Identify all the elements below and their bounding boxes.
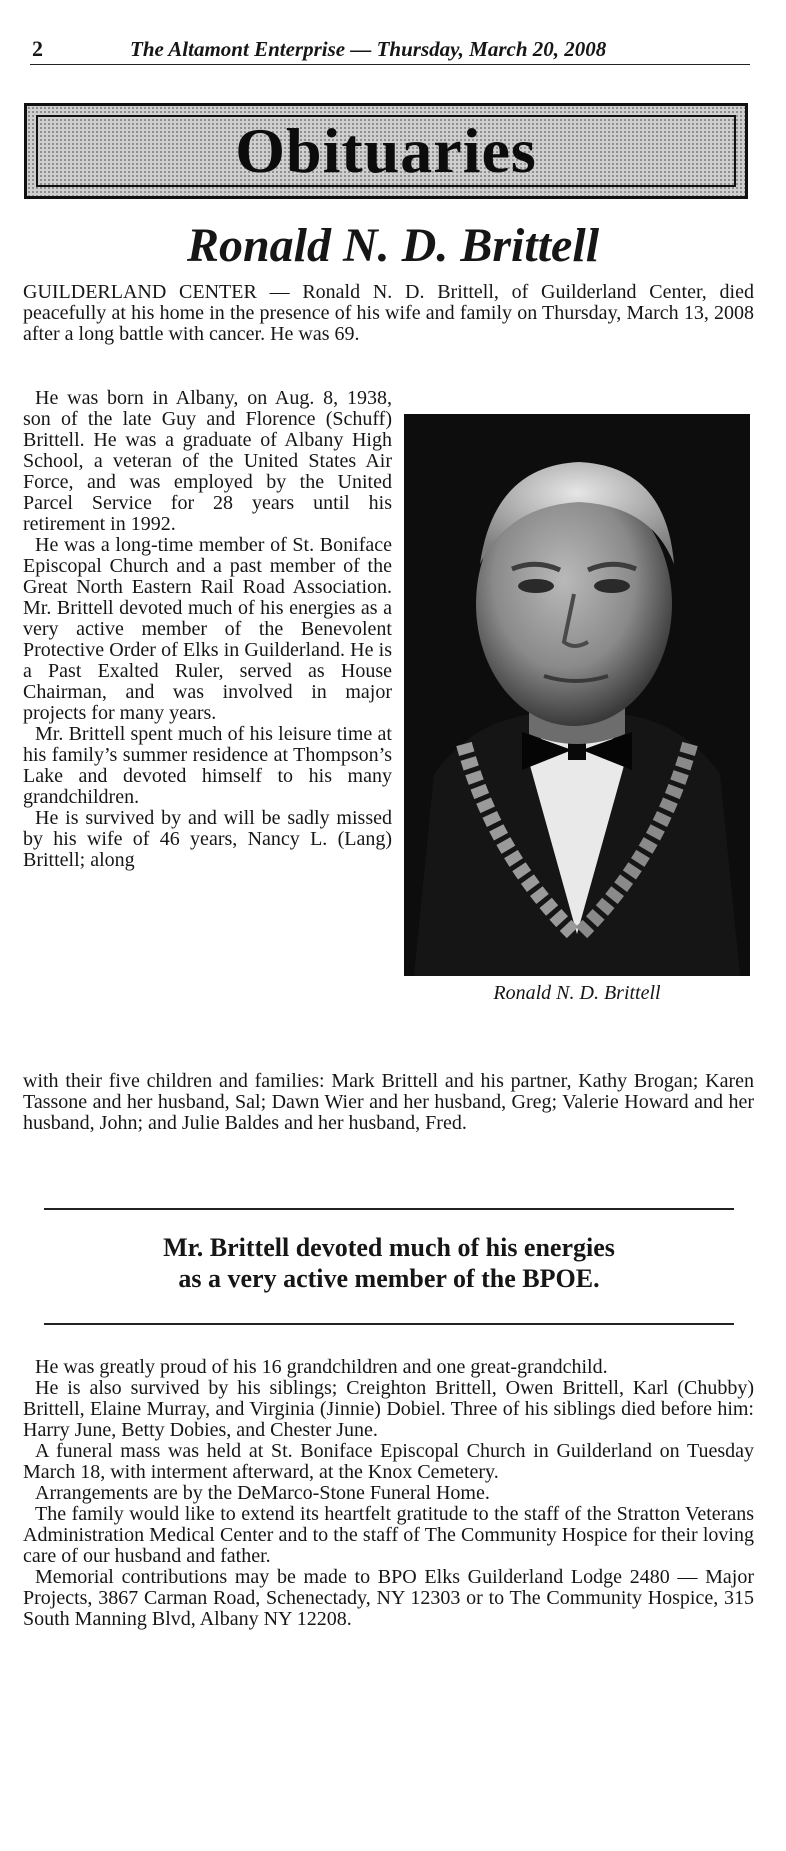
section-banner <box>24 103 748 199</box>
section-title: Obituaries <box>235 115 537 186</box>
portrait-photo <box>404 414 750 976</box>
survivors-text: with their five children and families: Mark Brittell and his partner, Kathy Brogan; Karen Tassone and her husband, Sal; Dawn Wier and her husband, Greg; Valerie Howard and her husband, John; and Julie Baldes and her husband, Fred. <box>23 1070 754 1134</box>
lead-text: GUILDERLAND CENTER — Ronald N. D. Brittell, of Guilderland Center, died peacefully at his home in the presence of his wife and family on Thursday, March 13, 2008 after a long battle with cancer. He was 69. <box>23 281 754 345</box>
lead-paragraph <box>23 282 754 345</box>
pull-quote-rule-top <box>44 1208 734 1210</box>
masthead: The Altamont Enterprise — Thursday, March 20, 2008 <box>130 37 607 61</box>
left-column <box>23 388 392 871</box>
page-header <box>30 36 750 65</box>
pull-quote-rule-bottom <box>44 1323 734 1325</box>
pull-quote <box>44 1232 734 1294</box>
pull-quote-line-1: Mr. Brittell devoted much of his energies <box>163 1233 615 1262</box>
lower-column <box>23 1357 754 1630</box>
portrait-illustration <box>404 414 750 976</box>
gratitude-paragraph: The family would like to extend its heartfelt gratitude to the staff of the Stratton Veterans Administration Medical Center and to the staff of The Community Hospice for their loving care of our husband and father. <box>23 1503 754 1567</box>
memberships-paragraph: He was a long-time member of St. Boniface Episcopal Church and a past member of the Great North Eastern Rail Road Association. Mr. Brittell devoted much of his energies as a very active member of the Benevolent Protective Order of Elks in Guilderland. He is a Past Exalted Ruler, served as House Chairman, and was involved in major projects for many years. <box>23 534 392 724</box>
grandchildren-paragraph: He was greatly proud of his 16 grandchildren and one great-grandchild. <box>35 1356 608 1378</box>
survived-by-paragraph: He is survived by and will be sadly missed by his wife of 46 years, Nancy L. (Lang) Brittell; along <box>23 807 392 871</box>
pull-quote-line-2: as a very active member of the BPOE. <box>178 1264 600 1293</box>
siblings-paragraph: He is also survived by his siblings; Creighton Brittell, Owen Brittell, Karl (Chubby) Brittell, Elaine Murray, and Virginia (Jinnie) Dobiel. Three of his siblings died before him: Harry June, Betty Dobies, and Chester June. <box>23 1377 754 1441</box>
survivors-continued <box>23 1071 754 1134</box>
arrangements-paragraph: Arrangements are by the DeMarco-Stone Funeral Home. <box>35 1482 490 1504</box>
page-number: 2 <box>32 36 43 61</box>
biography-paragraph: He was born in Albany, on Aug. 8, 1938, son of the late Guy and Florence (Schuff) Brittell. He was a graduate of Albany High School, a veteran of the United States Air Force, and was employed by the United Parcel Service for 28 years until his retirement in 1992. <box>23 387 392 535</box>
obituary-name: Ronald N. D. Brittell <box>186 219 600 272</box>
funeral-paragraph: A funeral mass was held at St. Boniface Episcopal Church in Guilderland on Tuesday March 18, with interment afterward, at the Knox Cemetery. <box>23 1440 754 1483</box>
section-banner-frame <box>36 115 736 187</box>
photo-caption: Ronald N. D. Brittell <box>493 982 661 1004</box>
leisure-paragraph: Mr. Brittell spent much of his leisure time at his family’s summer residence at Thompson’s Lake and devoted himself to his many grandchildren. <box>23 723 392 808</box>
memorial-paragraph: Memorial contributions may be made to BPO Elks Guilderland Lodge 2480 — Major Projects, 3867 Carman Road, Schenectady, NY 12303 or to The Community Hospice, 315 South Manning Blvd, Albany NY 12208. <box>23 1566 754 1630</box>
